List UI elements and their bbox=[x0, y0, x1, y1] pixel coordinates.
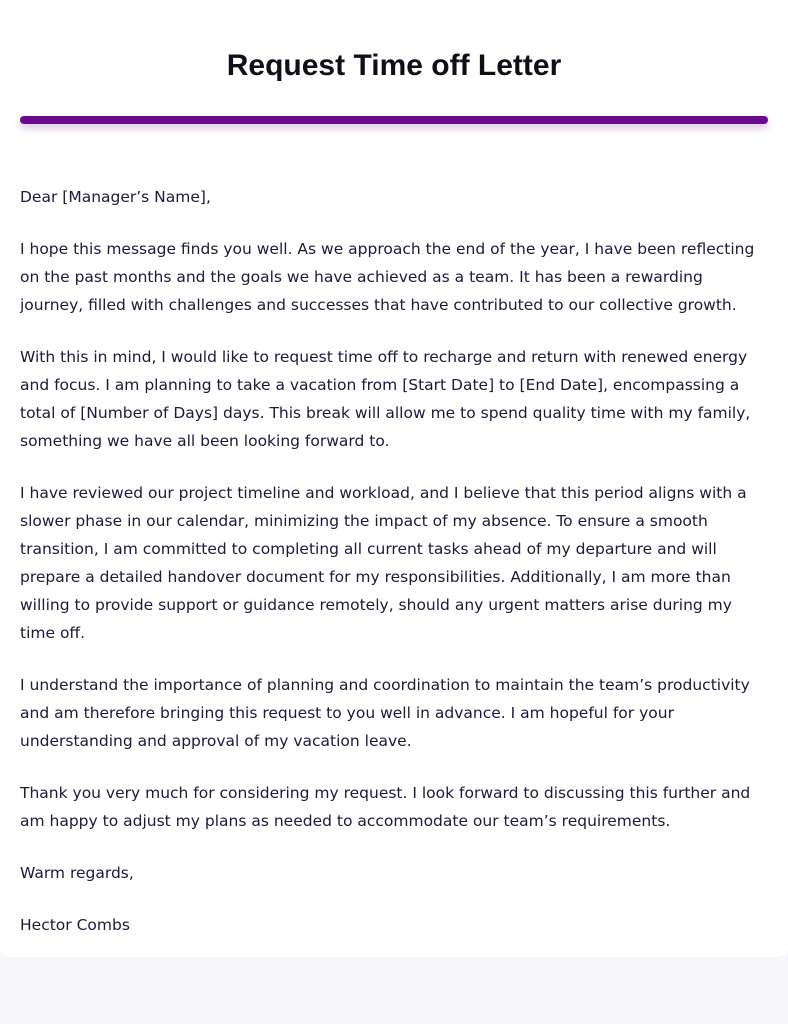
letter-paragraph: I have reviewed our project timeline and workload, and I believe that this period aligns with a slower phase in our calendar, minimizing the impact of my absence. To ensure a smooth transition, I am committed to completing all current tasks ahead of my departure and will prepare a detailed handover document for my responsibilities. Additionally, I am more than willing to provide support or guidance remotely, should any urgent matters arise during my time off. bbox=[20, 484, 747, 642]
title-divider bbox=[20, 116, 768, 124]
letter-paragraph: Thank you very much for considering my request. I look forward to discussing this further and am happy to adjust my plans as needed to accommodate our team’s requirements. bbox=[20, 784, 751, 830]
letter-body bbox=[20, 183, 768, 939]
letter-signature: Hector Combs bbox=[20, 916, 130, 934]
letter-paragraph: With this in mind, I would like to request time off to recharge and return with renewed energy and focus. I am planning to take a vacation from [Start Date] to [End Date], encompassing a total of [Number of Days] days. This break will allow me to spend quality time with my family, something we have all been looking forward to. bbox=[20, 348, 751, 450]
letter-paragraph: I hope this message finds you well. As we approach the end of the year, I have been reflecting on the past months and the goals we have achieved as a team. It has been a rewarding journey, filled with challenges and successes that have contributed to our collective growth. bbox=[20, 240, 755, 314]
letter-salutation: Dear [Manager’s Name], bbox=[20, 188, 211, 206]
page-title: Request Time off Letter bbox=[226, 49, 562, 82]
letter-closing: Warm regards, bbox=[20, 864, 134, 882]
letter-paragraph: I understand the importance of planning and coordination to maintain the team’s productivity and am therefore bringing this request to you well in advance. I am hopeful for your understanding and approval of my vacation leave. bbox=[20, 676, 750, 750]
